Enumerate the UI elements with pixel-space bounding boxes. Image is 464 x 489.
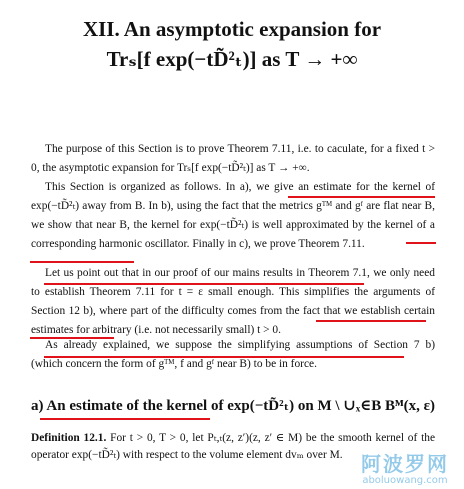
section-title-line1: XII. An asymptotic expansion for [82, 17, 382, 41]
definition-label: Definition 12.1. [31, 432, 107, 444]
watermark-url: aboluowang.com [362, 475, 448, 486]
annotation-underline [30, 337, 114, 339]
watermark-logo-text: 阿波罗网 [361, 452, 449, 476]
section-title-line2: Trₛ[f exp(−tD̃²ₜ)] as T → +∞ [106, 47, 358, 71]
definition-text: For t > 0, T > 0, let Pₜ,ₜ(z, z′)(z, z′ ∈ M) be the smooth kernel of the operator exp(−tD̃²ₜ) with respect to the volume element dvₘ over M. [31, 432, 436, 461]
site-watermark [350, 453, 460, 487]
annotation-underline [406, 242, 436, 244]
section-title [0, 14, 464, 74]
annotation-underline [288, 196, 435, 198]
paragraph-purpose: The purpose of this Section is to prove Theorem 7.11, i.e. to caculate, for a fixed t > 0, the asymptotic expansion for Trₛ[f exp(−tD̃²ₜ)] as T → +∞. [31, 143, 435, 174]
annotation-underline [44, 283, 364, 285]
paragraph-assumptions: As already explained, we suppose the simplifying assumptions of Section 7 b) (which concern the form of gᵀᴹ, f and gᶠ near B) to be in force. [31, 339, 435, 370]
paragraph-point-out: Let us point out that in our proof of our mains results in Theorem 7.1, we only need to establish Theorem 7.11 for t = ε small enough. This simplifies the arguments of Section 12 b), where part of the difficulty comes from the fact that we establish certain estimates for arbitrary (i.e. not necessarily small) t > 0. [31, 267, 435, 336]
annotation-underline [30, 261, 134, 263]
annotation-underline [40, 418, 210, 420]
annotation-underline [316, 320, 426, 322]
subsection-heading: a) An estimate of the kernel of exp(−tD̃²ₜ) on M \ ∪ₓ∈B Bᴹ(x, ε) [31, 398, 436, 414]
paragraph-organization: This Section is organized as follows. In a), we give an estimate for the kernel of exp(−tD̃²ₜ) away from B. In b), using the fact that the metrics gᵀᴹ and gᶠ are flat near B, we show that near B, the kernel for exp(−tD̃²ₜ) is well approximated by the kernel of a corresponding harmonic oscillator. Finally in c), we prove Theorem 7.11. [31, 181, 435, 250]
annotation-underline [44, 356, 404, 358]
